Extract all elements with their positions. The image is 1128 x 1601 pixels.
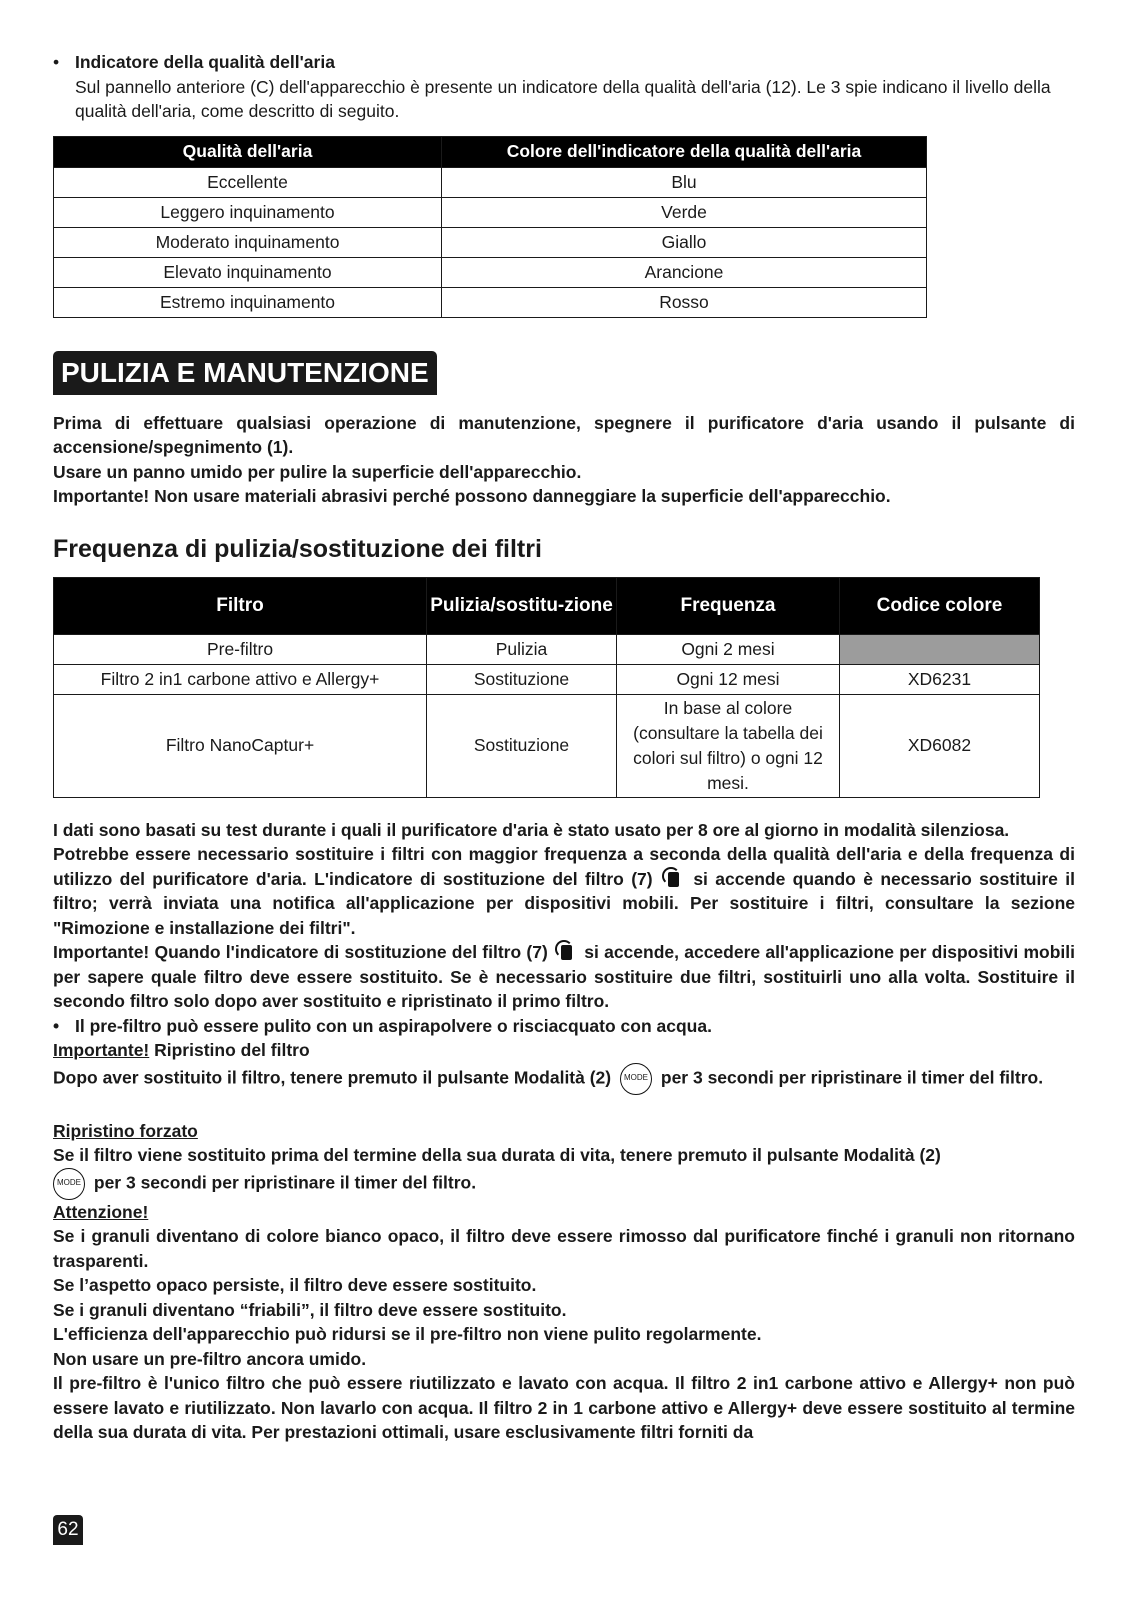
note-data-basis: I dati sono basati su test durante i quali il purificatore d'aria è stato usato per 8 ore al giorno in modalità silenziosa. <box>53 819 1010 840</box>
attention-text-3: Se i granuli diventano “friabili”, il filtro deve essere sostituito. <box>53 1299 567 1320</box>
table-row <box>54 197 927 227</box>
table-cell: Giallo <box>442 227 927 257</box>
cleaning-intro-2: Usare un panno umido per pulire la superficie dell'apparecchio. <box>53 461 582 482</box>
table-row <box>54 227 927 257</box>
table-row <box>54 287 927 317</box>
note-text: Importante! Quando l'indicatore di sostituzione del filtro (7) <box>53 942 548 962</box>
filter-replace-icon <box>555 940 577 962</box>
table-cell: Sostituzione <box>427 694 617 797</box>
note-filter-frequency <box>53 842 1075 940</box>
reset-label <box>53 1038 1075 1063</box>
table-cell: Ogni 12 mesi <box>617 664 840 694</box>
attention-text-6: Il pre-filtro è l'unico filtro che può essere riutilizzato e lavato con acqua. Il filtro 2 in1 carbone attivo e Allergy+ non può essere lavato e riutilizzato. Non lavarlo con acqua. Il filtro 2 in 1 carbone attivo e Allergy+ deve essere sostituito al termine della sua durata di vita. Per prestazioni ottimali, usare esclusivamente filtri forniti da <box>53 1373 1075 1442</box>
frequency-table <box>53 577 1040 798</box>
prefilter-bullet-text: Il pre-filtro può essere pulito con un aspirapolvere o risciacquato con acqua. <box>75 1015 712 1036</box>
air-quality-title: Indicatore della qualità dell'aria <box>75 52 335 72</box>
col-header-filter: Filtro <box>54 577 427 634</box>
air-quality-table <box>53 136 927 318</box>
col-header-color: Colore dell'indicatore della qualità dell'aria <box>442 136 927 167</box>
cleaning-intro-1: Prima di effettuare qualsiasi operazione di manutenzione, spegnere il purificatore d'aria usando il pulsante di accensione/spegnimento (1). <box>53 412 1075 457</box>
section-title: PULIZIA E MANUTENZIONE <box>53 351 437 395</box>
table-cell: Pre-filtro <box>54 634 427 664</box>
note-text: per 3 secondi per ripristinare il timer del filtro. <box>660 1067 1044 1088</box>
table-cell: Leggero inquinamento <box>54 197 442 227</box>
reset-label-text: Ripristino del filtro <box>149 1040 310 1060</box>
table-cell: Filtro 2 in1 carbone attivo e Allergy+ <box>54 664 427 694</box>
table-cell: Sostituzione <box>427 664 617 694</box>
col-header-code: Codice colore <box>840 577 1040 634</box>
table-row <box>54 167 927 197</box>
note-text: Dopo aver sostituito il filtro, tenere premuto il pulsante Modalità (2) <box>53 1067 612 1088</box>
table-cell: In base al colore (consultare la tabella dei colori sul filtro) o ogni 12 mesi. <box>617 694 840 797</box>
table-cell: Elevato inquinamento <box>54 257 442 287</box>
frequency-subtitle: Frequenza di pulizia/sostituzione dei filtri <box>53 534 542 563</box>
note-important-filter <box>53 940 1075 1014</box>
table-row <box>54 664 1040 694</box>
filter-replace-icon <box>662 867 684 889</box>
bullet-dot: • <box>53 52 60 72</box>
table-cell: XD6231 <box>840 664 1040 694</box>
air-quality-bullet <box>53 50 1075 75</box>
note-text: Potrebbe essere necessario sostituire i filtri con maggior frequenza a seconda della qualità dell'aria e della frequenza di utilizzo del purificatore d'aria. L'indicatore di sostituzione del filtro (7) <box>53 844 1075 889</box>
attention-text-5: Non usare un pre-filtro ancora umido. <box>53 1348 367 1369</box>
table-cell: Estremo inquinamento <box>54 287 442 317</box>
col-header-frequency: Frequenza <box>617 577 840 634</box>
note-text: si accende quando è necessario sostituire il filtro; verrà inviata una notifica all'applicazione per dispositivi mobili. Per sostituire i filtri, consultare la sezione "Rimozione e installazione dei filtri". <box>53 868 1075 938</box>
attention-title: Attenzione! <box>53 1201 149 1222</box>
col-header-quality: Qualità dell'aria <box>54 136 442 167</box>
attention-text-4: L'efficienza dell'apparecchio può ridursi se il pre-filtro non viene pulito regolarmente. <box>53 1324 762 1344</box>
table-cell: Eccellente <box>54 167 442 197</box>
note-text: si accende, accedere all'applicazione per dispositivi mobili per sapere quale filtro deve essere sostituito. Se è necessario sostituire due filtri, sostituirli uno alla volta. Sostituire il secondo filtro solo dopo aver sostituito e ripristinato il primo filtro. <box>53 942 1075 1011</box>
table-cell: XD6082 <box>840 694 1040 797</box>
air-quality-intro: Sul pannello anteriore (C) dell'apparecchio è presente un indicatore della qualità dell'aria (12). Le 3 spie indicano il livello della qualità dell'aria, come descritto di seguito. <box>75 76 1051 121</box>
mode-button-icon: MODE <box>53 1168 85 1200</box>
table-cell: Ogni 2 mesi <box>617 634 840 664</box>
mode-button-icon: MODE <box>620 1063 652 1095</box>
prefilter-bullet <box>53 1014 1075 1039</box>
table-cell: Filtro NanoCaptur+ <box>54 694 427 797</box>
forced-reset-text: Se il filtro viene sostituito prima del termine della sua durata di vita, tenere premuto il pulsante Modalità (2) <box>53 1145 941 1165</box>
col-header-action: Pulizia/sostitu-zione <box>427 577 617 634</box>
attention-text-1: Se i granuli diventano di colore bianco opaco, il filtro deve essere rimosso dal purificatore finché i granuli non ritornano trasparenti. <box>53 1226 1075 1271</box>
table-cell: Arancione <box>442 257 927 287</box>
cleaning-intro-3: Importante! Non usare materiali abrasivi perché possono danneggiare la superficie dell'apparecchio. <box>53 486 891 506</box>
table-row <box>54 634 1040 664</box>
reset-instructions <box>53 1063 1075 1095</box>
table-cell: Pulizia <box>427 634 617 664</box>
attention-text-2: Se l’aspetto opaco persiste, il filtro deve essere sostituito. <box>53 1275 537 1295</box>
manual-page <box>53 50 1075 1445</box>
forced-reset-text-2 <box>53 1168 1075 1200</box>
table-cell: Moderato inquinamento <box>54 227 442 257</box>
table-row <box>54 257 927 287</box>
forced-reset-title: Ripristino forzato <box>53 1120 198 1141</box>
table-cell <box>840 634 1040 664</box>
table-cell: Rosso <box>442 287 927 317</box>
table-cell: Blu <box>442 167 927 197</box>
important-label: Importante! <box>53 1040 150 1060</box>
bullet-dot: • <box>53 1015 60 1036</box>
table-cell: Verde <box>442 197 927 227</box>
table-row <box>54 694 1040 797</box>
note-text: per 3 secondi per ripristinare il timer del filtro. <box>93 1172 477 1193</box>
page-number: 62 <box>53 1515 83 1545</box>
